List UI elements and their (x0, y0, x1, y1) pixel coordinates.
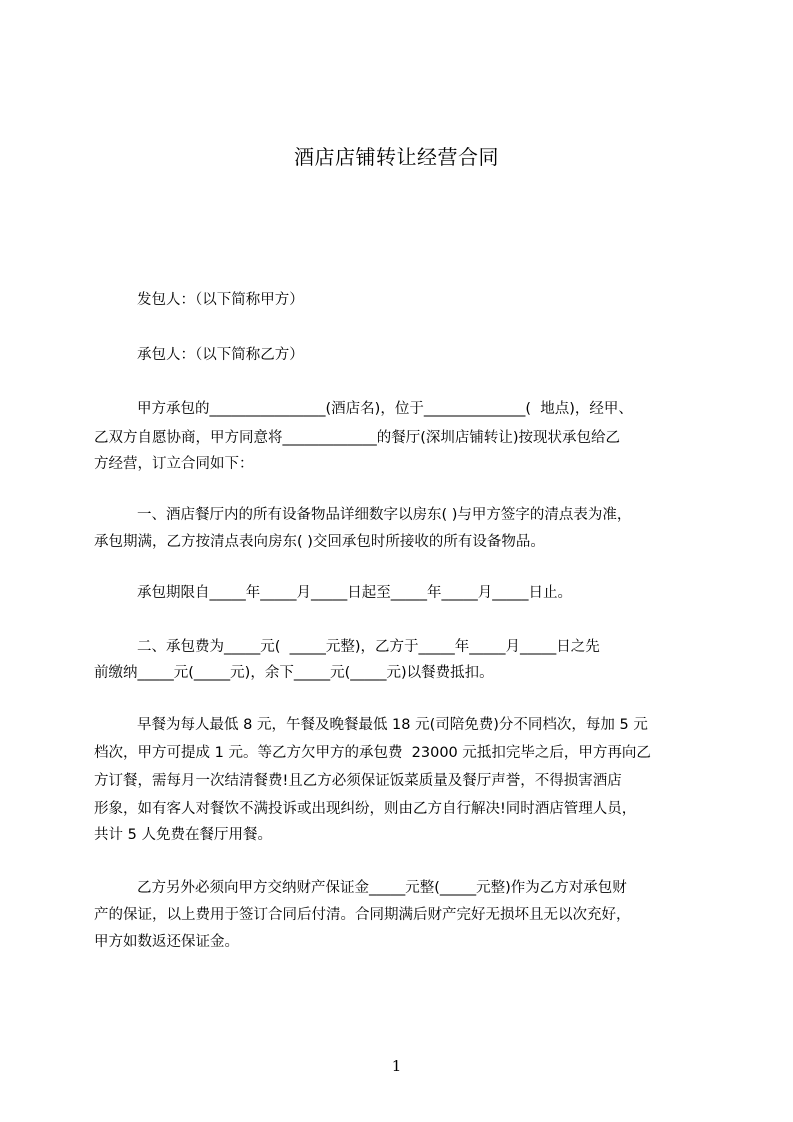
paragraph-line: 二、承包费为_____元( _____元整)，乙方于_____年_____月_____日之先 (137, 639, 600, 655)
paragraph-line: 前缴纳_____元(_____元)，余下_____元(_____元)以餐费抵扣。 (94, 665, 494, 681)
paragraph-line: 产的保证，以上费用于签订合同后付清。合同期满后财产完好无损坏且无以次充好， (94, 907, 631, 923)
party-a-line: 发包人：（以下简称甲方） (137, 292, 304, 308)
paragraph-line: 共计 5 人免费在餐厅用餐。 (94, 827, 272, 843)
page-number: 1 (391, 1057, 402, 1075)
paragraph-line: 一、酒店餐厅内的所有设备物品详细数字以房东( )与甲方签字的清点表为准， (137, 507, 632, 523)
paragraph-line: 甲方如数返还保证金。 (94, 934, 239, 950)
paragraph-line: 方订餐，需每月一次结清餐费!且乙方必须保证饭菜质量及餐厅声誉，不得损害酒店 (94, 773, 622, 789)
paragraph-line: 档次，甲方可提成 1 元。等乙方欠甲方的承包费 23000 元抵扣完毕之后，甲方再向乙 (94, 745, 651, 761)
paragraph-line: 乙方另外必须向甲方交纳财产保证金_____元整(_____元整)作为乙方对承包财 (137, 880, 627, 896)
paragraph-line: 甲方承包的________________(酒店名)，位于______________( 地点)，经甲、 (137, 401, 633, 417)
paragraph-line: 乙双方自愿协商，甲方同意将_____________的餐厅(深圳店铺转让)按现状承包给乙 (94, 430, 621, 446)
party-b-line: 承包人：（以下简称乙方） (137, 347, 304, 363)
paragraph-line: 早餐为每人最低 8 元，午餐及晚餐最低 18 元(司陪免费)分不同档次，每加 5 元 (137, 717, 648, 733)
document-title: 酒店店铺转让经营合同 (294, 145, 499, 169)
paragraph-line: 方经营，订立合同如下： (94, 456, 254, 472)
paragraph-line: 承包期满，乙方按清点表向房东( )交回承包时所接收的所有设备物品。 (94, 534, 545, 550)
paragraph-line: 形象，如有客人对餐饮不满投诉或出现纠纷，则由乙方自行解决!同时酒店管理人员， (94, 801, 637, 817)
contract-term-line: 承包期限自_____年_____月_____日起至_____年_____月_____日止。 (137, 585, 572, 601)
